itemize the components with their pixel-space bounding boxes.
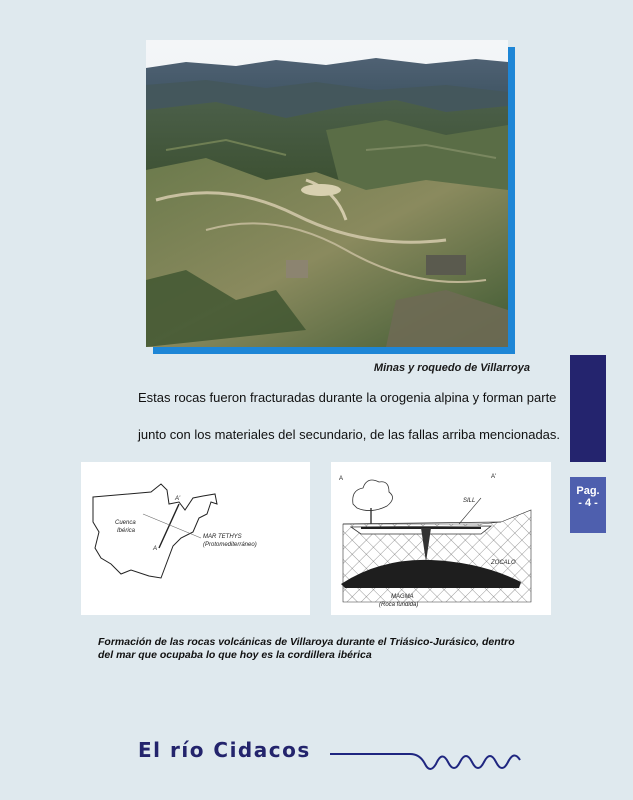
cuenca-label-1: Cuenca <box>115 520 136 526</box>
footer-wave-icon <box>330 742 540 778</box>
page-label: Pag. <box>576 485 600 497</box>
cuenca-label-2: Ibérica <box>117 528 136 534</box>
sill-label: SILL <box>463 498 476 504</box>
section-point-a: A <box>339 476 344 482</box>
side-color-block <box>570 355 606 462</box>
sea-sublabel: (Protomediterráneo) <box>203 542 257 548</box>
section-point-a-prime: A' <box>491 474 497 480</box>
magma-sublabel: (Roca fundida) <box>379 602 419 608</box>
magma-label: MAGMA <box>391 594 414 600</box>
body-text-line-2: junto con los materiales del secundario, de las fallas arriba mencionadas. <box>138 427 561 442</box>
point-a-prime-label: A' <box>175 496 181 502</box>
point-a-label: A <box>153 546 158 552</box>
body-text-line-1: Estas rocas fueron fracturadas durante la orogenia alpina y forman parte <box>138 390 557 405</box>
footer-title: El río Cidacos <box>138 738 311 762</box>
page-number: - 4 - <box>578 497 598 509</box>
map-diagram <box>81 462 310 615</box>
figure-caption: Formación de las rocas volcánicas de Villaroya durante el Triásico-Jurásico, dentro del mar que ocupaba lo que hoy es la cordillera ibérica <box>98 636 515 661</box>
sea-label: MAR TETHYS <box>203 534 242 540</box>
landscape-photo <box>146 40 508 347</box>
page-number-tab <box>570 477 606 533</box>
zocalo-label: ZOCALO <box>491 560 516 566</box>
photo-caption: Minas y roquedo de Villarroya <box>373 362 530 374</box>
cross-section-diagram <box>331 462 551 615</box>
